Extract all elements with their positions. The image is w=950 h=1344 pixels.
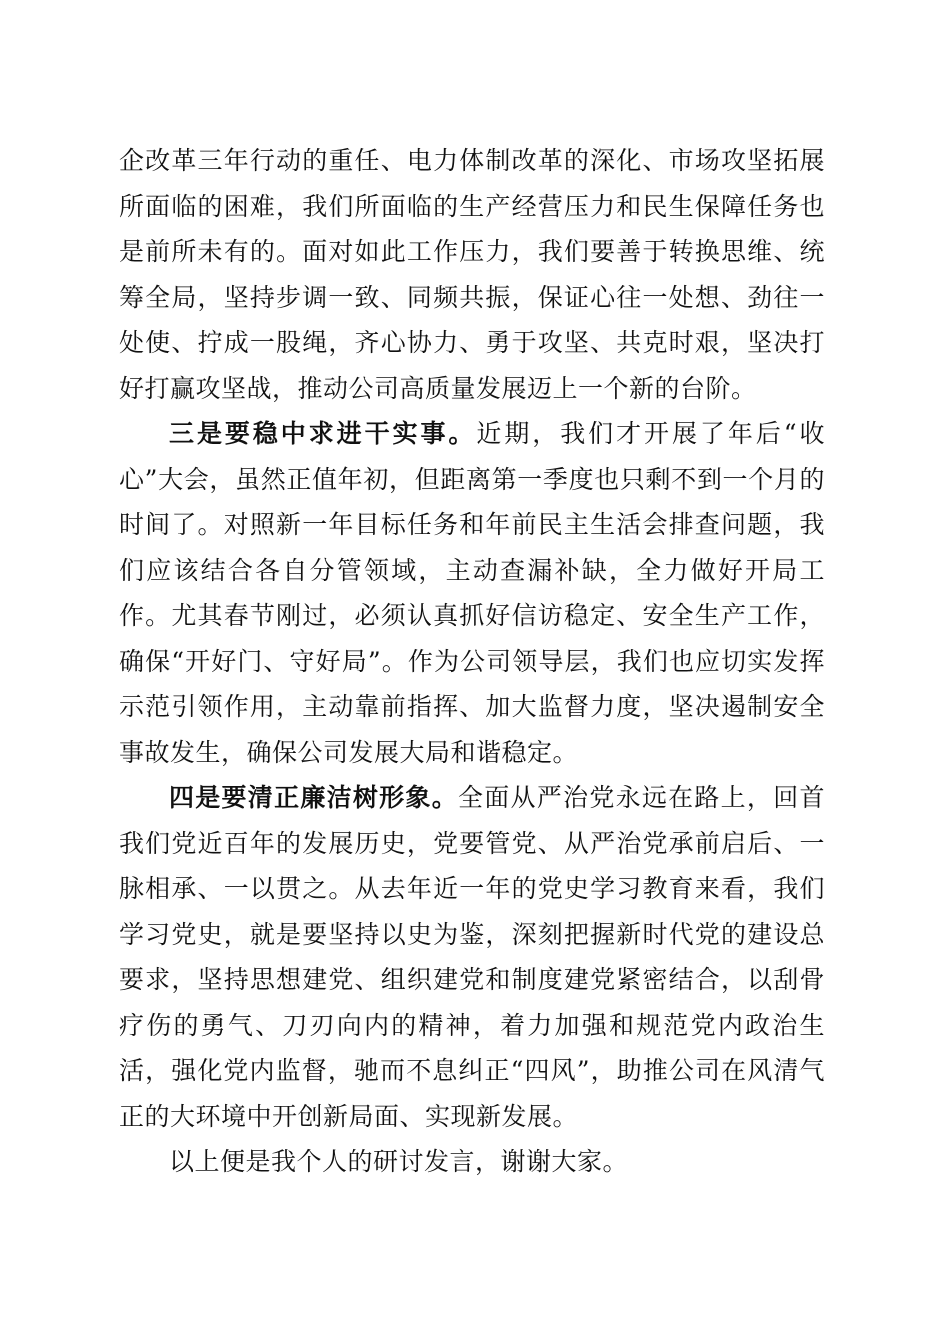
paragraph-point-four [119,775,825,1139]
paragraph-text: 企改革三年行动的重任、电力体制改革的深化、市场攻坚拓展所面临的困难，我们所面临的生产经营压力和民生保障任务也是前所未有的。面对如此工作压力，我们要善于转换思维、统筹全局，坚持步调一致、同频共振，保证心往一处想、劲往一处使、拧成一股绳，齐心协力、勇于攻坚、共克时艰，坚决打好打赢攻坚战，推动公司高质量发展迈上一个新的台阶。 [119,146,825,403]
paragraph-text: 近期，我们才开展了年后“收心”大会，虽然正值年初，但距离第一季度也只剩不到一个月的时间了。对照新一年目标任务和年前民主生活会排查问题，我们应该结合各自分管领域，主动查漏补缺，全力做好开局工作。尤其春节刚过，必须认真抓好信访稳定、安全生产工作，确保“开好门、守好局”。作为公司领导层，我们也应切实发挥示范引领作用，主动靠前指挥、加大监督力度，坚决遏制安全事故发生，确保公司发展大局和谐稳定。 [119,419,825,767]
paragraph-text: 全面从严治党永远在路上，回首我们党近百年的发展历史，党要管党、从严治党承前启后、一脉相承、一以贯之。从去年近一年的党史学习教育来看，我们学习党史，就是要坚持以史为鉴，深刻把握新时代党的建设总要求，坚持思想建党、组织建党和制度建党紧密结合，以刮骨疗伤的勇气、刀刃向内的精神，着力加强和规范党内政治生活，强化党内监督，驰而不息纠正“四风”，助推公司在风清气正的大环境中开创新局面、实现新发展。 [119,783,825,1131]
paragraph-text: 以上便是我个人的研讨发言，谢谢大家。 [169,1147,629,1176]
paragraph-lead-heading: 四是要清正廉洁树形象。 [169,783,458,812]
paragraph-closing [119,1139,825,1185]
document-body [119,138,825,1185]
paragraph-lead-heading: 三是要稳中求进干实事。 [169,419,477,448]
paragraph-continuation [119,138,825,411]
paragraph-point-three [119,411,825,775]
